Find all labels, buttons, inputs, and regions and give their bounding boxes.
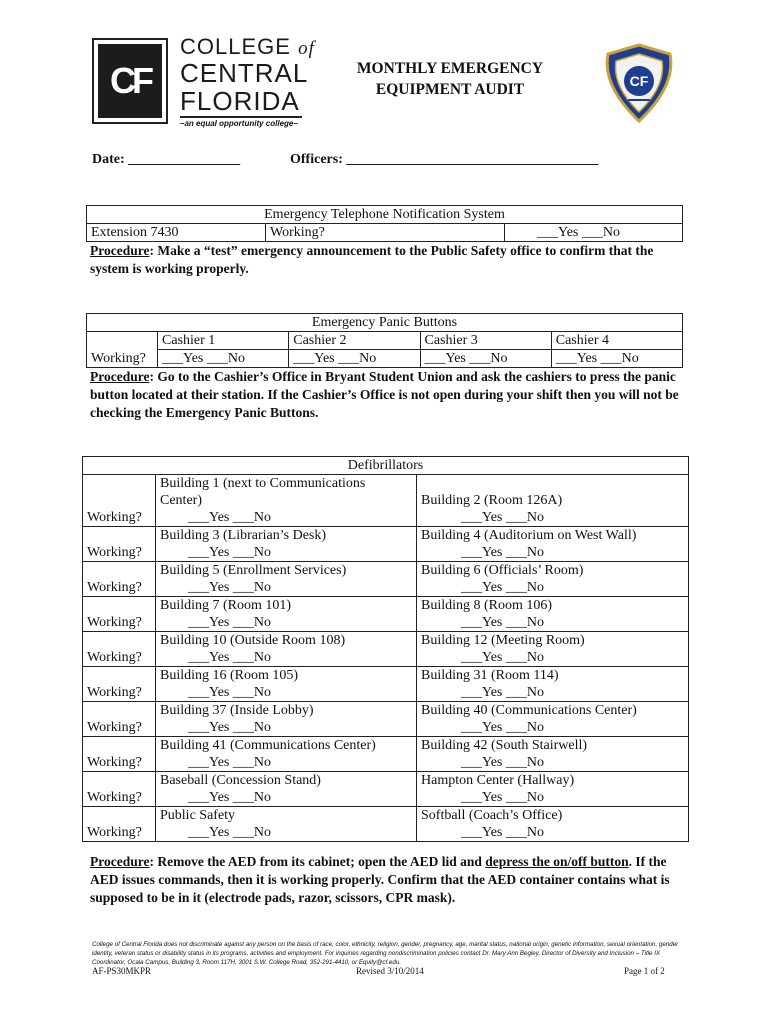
panic-table [86,313,683,368]
defib-left-location [156,667,417,685]
defib-working-row [83,719,689,737]
defib-left-location [156,772,417,790]
defib-left-yesno[interactable]: ___Yes ___No [156,789,417,807]
public-safety-badge-icon [598,42,680,124]
defib-left-location-line: Public Safety [160,808,236,823]
defib-left-location [156,597,417,615]
defib-left-location-line: Building 41 (Communications Center) [160,738,376,753]
defib-left-yesno[interactable]: ___Yes ___No [156,684,417,702]
defib-row-corner [83,807,156,825]
defib-row-corner [83,737,156,755]
tagline: –an equal opportunity college– [180,119,298,128]
defib-left-location-line: Building 7 (Room 101) [160,598,292,613]
defib-left-yesno[interactable]: ___Yes ___No [156,824,417,842]
telephone-working-label: Working? [266,224,505,242]
defib-title: Defibrillators [83,457,689,475]
logo-rule [180,116,302,118]
cashier-3-yesno[interactable]: ___Yes ___No [420,350,551,368]
defib-location-row [83,702,689,720]
procedure-label: Procedure [90,243,150,258]
defib-right-yesno[interactable]: ___Yes ___No [417,684,689,702]
defib-right-yesno[interactable]: ___Yes ___No [417,579,689,597]
defib-left-location-line: Building 5 (Enrollment Services) [160,563,347,578]
procedure-text: : Make a “test” emergency announcement to the Public Safety office to confirm that the system is working properly. [90,243,654,276]
defib-right-location: Building 40 (Communications Center) [417,702,689,720]
telephone-procedure [90,242,680,278]
college-line3: FLORIDA [180,86,300,116]
defib-procedure [90,853,690,907]
defib-right-yesno[interactable]: ___Yes ___No [417,754,689,772]
procedure-text-2: . If the AED issues commands, then it is working properly. Confirm that the AED container contains what is supposed to be in it (electrode pads, razor, scissors, CPR mask). [90,854,670,905]
cashier-1: Cashier 1 [158,332,289,350]
defib-location-row [83,527,689,545]
defib-location-row [83,737,689,755]
procedure-text: : Go to the Cashier’s Office in Bryant Student Union and ask the cashiers to press the panic button located at their station. If the Cashier’s Office is not open during your shift then you will not be checking the Emergency Panic Buttons. [90,369,679,420]
defib-right-location: Building 12 (Meeting Room) [417,632,689,650]
college-line2: CENTRAL [180,58,309,88]
defib-working-label: Working? [83,509,156,527]
cashier-4: Cashier 4 [551,332,682,350]
college-of: of [298,38,315,59]
defib-working-label: Working? [83,719,156,737]
defib-working-label: Working? [83,684,156,702]
defib-right-yesno[interactable]: ___Yes ___No [417,509,689,527]
defib-working-row [83,754,689,772]
panic-title: Emergency Panic Buttons [87,314,683,332]
defib-location-row [83,562,689,580]
defib-working-row [83,824,689,842]
cashier-4-yesno[interactable]: ___Yes ___No [551,350,682,368]
defib-location-row [83,807,689,825]
defib-row-corner [83,527,156,545]
college-name [180,36,315,114]
defib-left-yesno[interactable]: ___Yes ___No [156,509,417,527]
defib-row-corner [83,632,156,650]
defib-working-row [83,579,689,597]
defib-row-corner [83,667,156,685]
defib-right-yesno[interactable]: ___Yes ___No [417,719,689,737]
defib-working-row [83,509,689,527]
defib-location-row [83,772,689,790]
defib-row-corner [83,562,156,580]
defib-right-location: Softball (Coach’s Office) [417,807,689,825]
defib-left-location [156,737,417,755]
defib-right-location: Building 4 (Auditorium on West Wall) [417,527,689,545]
defib-left-location [156,632,417,650]
telephone-yesno[interactable]: ___Yes ___No [505,224,683,242]
defib-right-location: Building 6 (Officials’ Room) [417,562,689,580]
title-line2: EQUIPMENT AUDIT [375,81,525,98]
defib-row-corner [83,702,156,720]
nondiscrimination-notice: College of Central Florida does not discriminate against any person on the basis of race, color, ethnicity, religion, gender, pregnancy, age, marital status, national origin, genetic information, sexual orientation, gender identity, veteran status or disability status in its programs, activities and employment. For inquiries regarding nondiscrimination policies contact Dr. Mary Ann Begley, Director of Diversity and Inclusion – Title IX Coordinator, Ocala Campus, Building 3, Room 117H, 3001 S.W. College Road, 352-291-4410, or Equity@cf.edu. [92,941,679,966]
defib-working-label: Working? [83,614,156,632]
defib-left-location-line: Building 3 (Librarian’s Desk) [160,528,327,543]
defib-location-row [83,667,689,685]
defib-working-row [83,684,689,702]
defib-left-yesno[interactable]: ___Yes ___No [156,544,417,562]
defib-left-location [156,475,417,510]
telephone-table [86,205,683,242]
panic-procedure [90,368,685,422]
defib-right-yesno[interactable]: ___Yes ___No [417,544,689,562]
panic-corner [87,332,158,350]
defib-left-yesno[interactable]: ___Yes ___No [156,754,417,772]
form-id: AF-PS30MKPR [92,966,152,976]
badge-initials: CF [629,73,649,89]
defib-right-location: Building 31 (Room 114) [417,667,689,685]
defib-row-corner [83,772,156,790]
document-title [330,58,570,100]
date-field[interactable]: Date: ________________ [92,152,241,167]
defib-left-location [156,562,417,580]
defib-left-location-line: Building 1 (next to Communications [160,476,366,491]
defib-right-yesno[interactable]: ___Yes ___No [417,614,689,632]
telephone-title: Emergency Telephone Notification System [87,206,683,224]
defib-left-location-line: Building 10 (Outside Room 108) [160,633,346,648]
defib-working-row [83,614,689,632]
defib-working-row [83,789,689,807]
defib-working-label: Working? [83,544,156,562]
cashier-2-yesno[interactable]: ___Yes ___No [289,350,420,368]
defib-left-yesno[interactable]: ___Yes ___No [156,649,417,667]
logo-initials: CF [98,44,162,118]
defib-left-yesno[interactable]: ___Yes ___No [156,614,417,632]
procedure-label: Procedure [90,369,150,384]
telephone-extension: Extension 7430 [87,224,266,242]
defib-working-row [83,544,689,562]
panic-working-label: Working? [87,350,158,368]
defib-left-location-line: Building 16 (Room 105) [160,668,299,683]
defib-right-location: Building 2 (Room 126A) [417,475,689,510]
defib-working-label: Working? [83,649,156,667]
defib-location-row [83,632,689,650]
procedure-text-1: : Remove the AED from its cabinet; open the AED lid and [149,854,486,869]
defib-row-corner [83,475,156,510]
defib-working-row [83,649,689,667]
officers-field[interactable]: Officers: ____________________________________ [290,152,599,167]
defib-right-location: Building 8 (Room 106) [417,597,689,615]
defib-working-label: Working? [83,579,156,597]
revised-date: Revised 3/10/2014 [356,966,424,976]
cashier-3: Cashier 3 [420,332,551,350]
defib-row-corner [83,597,156,615]
defib-location-row [83,475,689,510]
title-line1: MONTHLY EMERGENCY [356,60,544,77]
cashier-2: Cashier 2 [289,332,420,350]
defib-working-label: Working? [83,824,156,842]
defib-left-location [156,807,417,825]
defib-right-location: Hampton Center (Hallway) [417,772,689,790]
defib-left-yesno[interactable]: ___Yes ___No [156,719,417,737]
defib-right-yesno[interactable]: ___Yes ___No [417,824,689,842]
defib-right-yesno[interactable]: ___Yes ___No [417,789,689,807]
defib-left-location-line: Building 37 (Inside Lobby) [160,703,314,718]
college-logo [92,38,168,124]
defib-left-location [156,527,417,545]
college-line1: COLLEGE [180,34,291,59]
defib-right-location: Building 42 (South Stairwell) [417,737,689,755]
defib-left-yesno[interactable]: ___Yes ___No [156,579,417,597]
defib-location-row [83,597,689,615]
defib-left-location [156,702,417,720]
defib-working-label: Working? [83,789,156,807]
page-number: Page 1 of 2 [624,966,665,976]
defib-working-label: Working? [83,754,156,772]
defib-left-location-line: Center) [160,493,202,508]
defib-table [82,456,689,842]
procedure-underline: depress the on/off button [485,854,629,869]
procedure-label: Procedure [90,854,150,869]
cashier-1-yesno[interactable]: ___Yes ___No [158,350,289,368]
defib-left-location-line: Baseball (Concession Stand) [160,773,321,788]
defib-right-yesno[interactable]: ___Yes ___No [417,649,689,667]
